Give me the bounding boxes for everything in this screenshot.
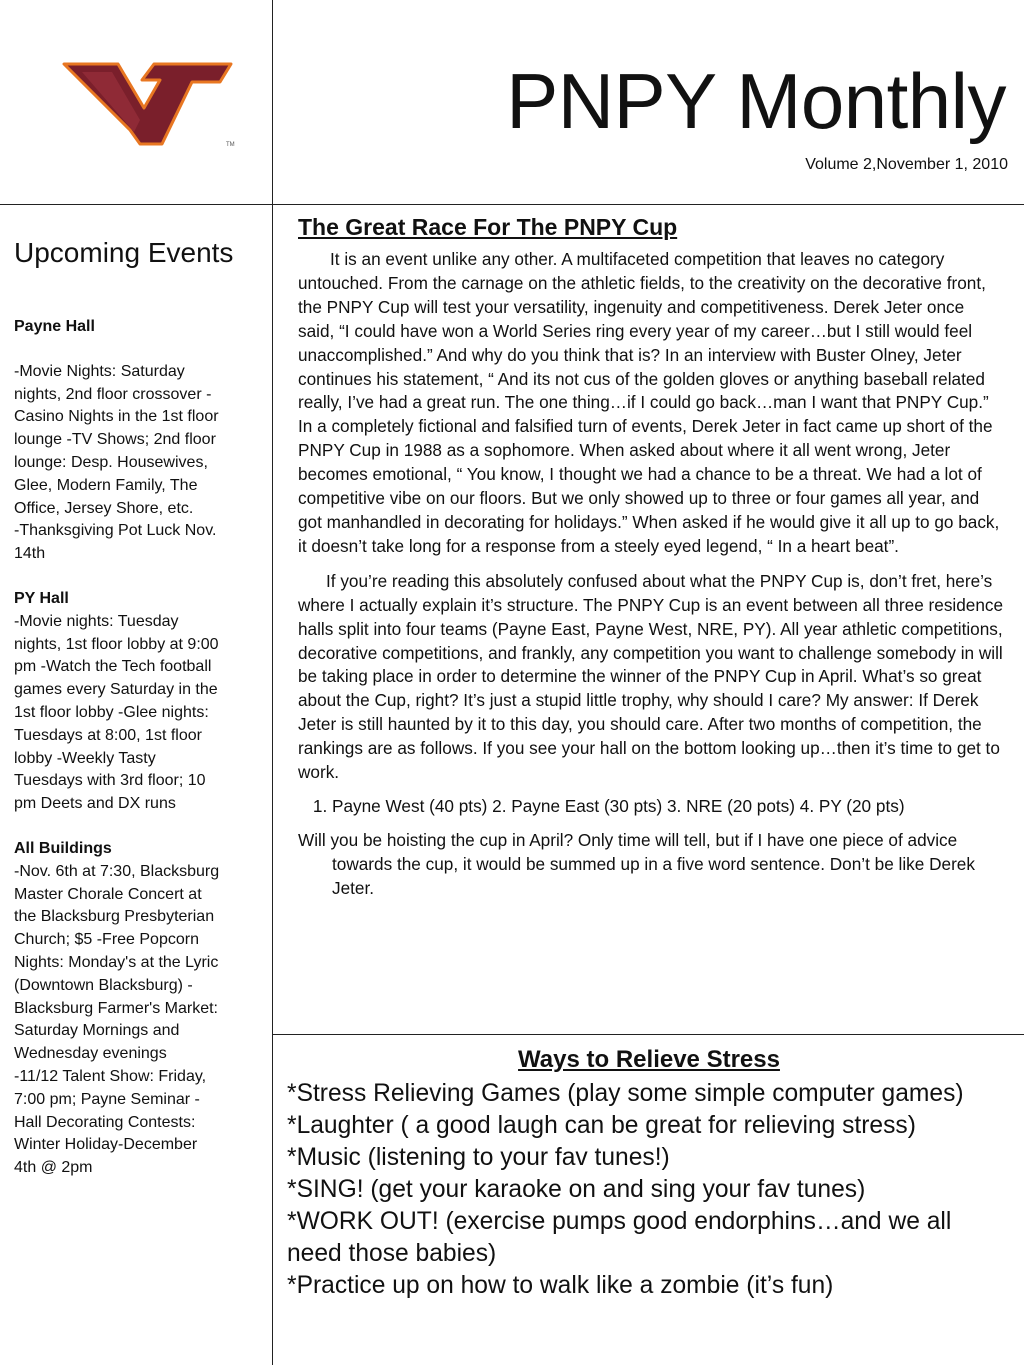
stress-item: *Stress Relieving Games (play some simple computer games) — [287, 1080, 964, 1107]
events-py-hall — [14, 588, 262, 816]
section-body: -Movie Nights: Saturday nights, 2nd floor crossover - Casino Nights in the 1st floor lounge -TV Shows; 2nd floor lounge: Desp. Housewives, Glee, Modern Family, The Office, Jersey Shore, etc. -Thanksgiving Pot Luck Nov. 14th — [14, 362, 219, 563]
upcoming-events-sidebar — [14, 236, 262, 1202]
article-title: The Great Race For The PNPY Cup — [298, 214, 678, 240]
rankings-item: 1. Payne West (40 pts) 2. Payne East (30 pts) 3. NRE (20 pots) 4. PY (20 pts) — [332, 795, 1004, 819]
rankings-list — [298, 795, 1004, 819]
stress-item: *Music (listening to your fav tunes!) — [287, 1144, 670, 1171]
article-paragraph: If you’re reading this absolutely confused about what the PNPY Cup is, don’t fret, here’s where I actually explain it’s structure. The PNPY Cup is an event between all three residence halls split into four teams (Payne East, Payne West, NRE, PY). All year athletic competitions, decorative competitions, and frankly, any competition you want to challenge somebody in will be taking place in order to determine the winner of the PNPY Cup in April. What’s so great about the Cup, right? It’s just a stupid little trophy, why should I care? My answer: If Derek Jeter is still haunted by it to this day, you should care. After two months of competition, the rankings are as follows. If you see your hall on the bottom looking up…then it’s time to get to work. — [298, 570, 1004, 783]
section-title: Payne Hall — [14, 318, 95, 335]
events-all-buildings — [14, 838, 262, 1180]
stress-list — [287, 1078, 1011, 1302]
vt-logo — [60, 60, 235, 150]
newsletter-title: PNPY Monthly — [506, 57, 1006, 145]
stress-item: *WORK OUT! (exercise pumps good endorphins…and we all need those babies) — [287, 1208, 952, 1267]
events-payne-hall — [14, 316, 262, 566]
pnpy-cup-article — [298, 212, 1004, 901]
article-closing: Will you be hoisting the cup in April? Only time will tell, but if I have one piece of advice towards the cup, it would be summed up in a five word sentence. Don’t be like Derek Jeter. — [298, 829, 975, 898]
stress-item: *SING! (get your karaoke on and sing your fav tunes) — [287, 1176, 866, 1203]
masthead-divider — [0, 204, 1024, 205]
stress-relief-section — [287, 1044, 1011, 1302]
section-divider — [273, 1034, 1024, 1035]
trademark-mark: TM — [226, 142, 235, 148]
stress-item: *Laughter ( a good laugh can be great for relieving stress) — [287, 1112, 916, 1139]
article-paragraph: It is an event unlike any other. A multifaceted competition that leaves no category untouched. From the carnage on the athletic fields, to the creativity on the decorative front, the PNPY Cup will test your versatility, ingenuity and competitiveness. Derek Jeter once said, “I could have won a World Series ring every year of my career…but I still would feel unaccomplished.” And why do you think that is? In an interview with Buster Olney, Jeter continues his statement, “ And its not cus of the golden gloves or anything baseball related really, I’ve had a great run. The one thing…if I could go back…man I want that PNPY Cup.” In a completely fictional and falsified turn of events, Derek Jeter in fact came up short of the PNPY Cup in 1988 as a sophomore. When asked about where it all went wrong, Jeter becomes emotional, “ You know, I thought we had a chance to be a threat. We had a lot of competitive vibe on our floors. But we only showed up to three or four games all year, and got manhandled in decorating for holidays.” When asked if he would give it all up to go back, it doesn’t take long for a response from a steely eyed legend, “ In a heart beat”. — [298, 249, 1000, 556]
vt-logo-mark — [64, 64, 231, 144]
section-body: -Nov. 6th at 7:30, Blacksburg Master Chorale Concert at the Blacksburg Presbyterian Church; $5 -Free Popcorn Nights: Monday's at the Lyric (Downtown Blacksburg) - Blacksburg Farmer's Market: Saturday Mornings and Wednesday evenings -11/12 Talent Show: Friday, 7:00 pm; Payne Seminar - Hall Decorating Contests: Winter Holiday-December 4th @ 2pm — [14, 862, 220, 1177]
sidebar-heading: Upcoming Events — [14, 237, 234, 268]
section-body: -Movie nights: Tuesday nights, 1st floor lobby at 9:00 pm -Watch the Tech football games every Saturday in the 1st floor lobby -Glee nights: Tuesdays at 8:00, 1st floor lobby -Weekly Tasty Tuesdays with 3rd floor; 10 pm Deets and DX runs — [14, 612, 219, 813]
section-title: All Buildings — [14, 839, 112, 857]
section-title: PY Hall — [14, 589, 69, 607]
stress-item: *Practice up on how to walk like a zombie (it’s fun) — [287, 1272, 834, 1299]
stress-title: Ways to Relieve Stress — [518, 1046, 780, 1073]
issue-date: Volume 2,November 1, 2010 — [805, 156, 1008, 173]
